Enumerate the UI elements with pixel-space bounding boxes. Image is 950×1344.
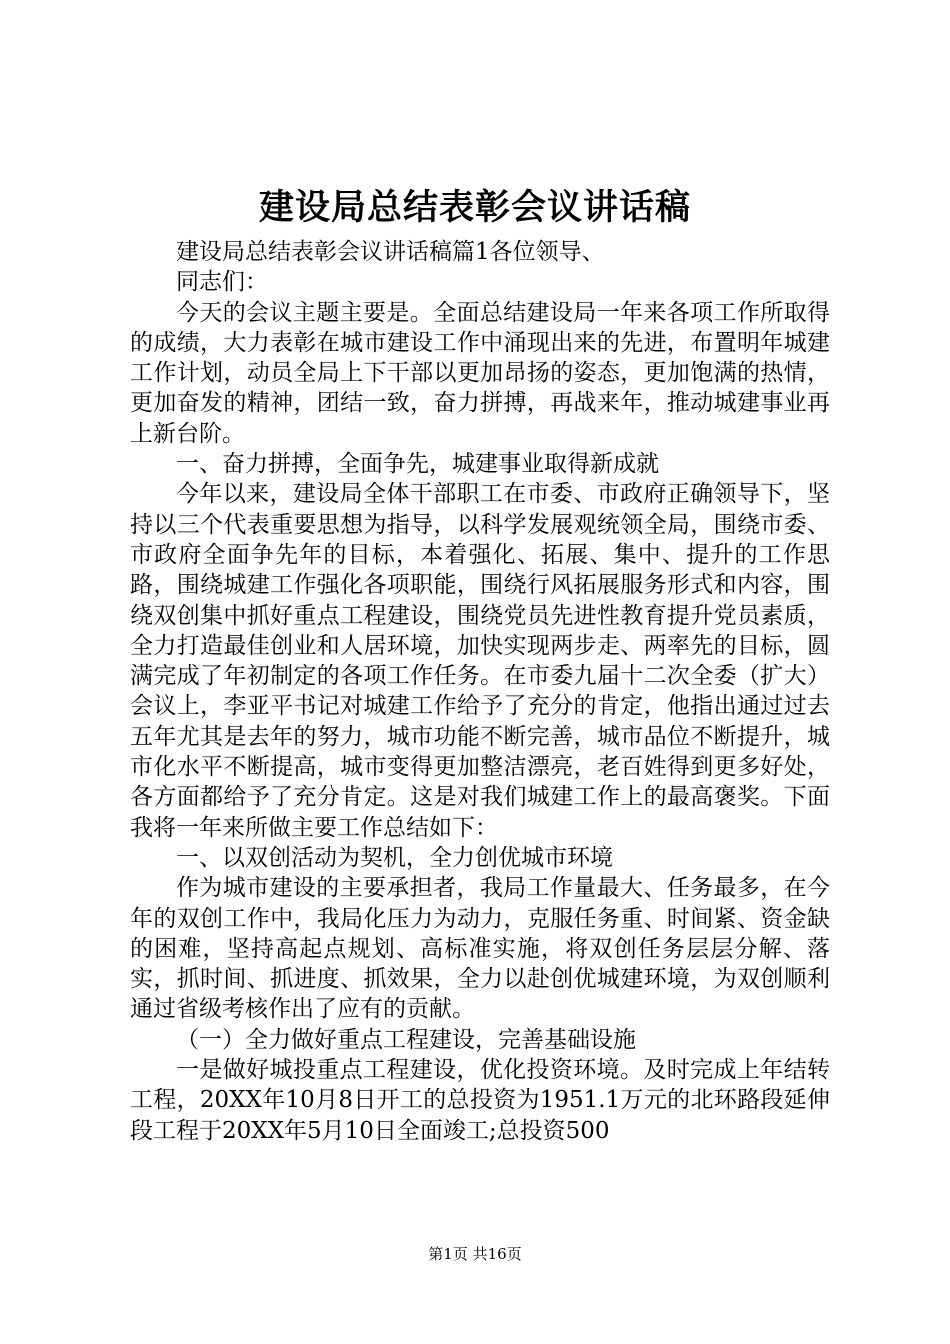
document-body (130, 237, 830, 1146)
section-heading: 一、奋力拼搏，全面争先，城建事业取得新成就 (176, 451, 659, 478)
paragraph-salutation: 同志们： (176, 269, 268, 296)
page-footer: 第1页 共16页 (428, 1245, 522, 1263)
paragraph: 作为城市建设的主要承担者，我局工作量最大、任务最多，在今年的双创工作中，我局化压力为动力，克服任务重、时间紧、资金缺的困难，坚持高起点规划、高标准实施，将双创任务层层分解、落实，抓时间、抓进度、抓效果，全力以赴创优城建环境，为双创顺利通过省级考核作出了应有的贡献。 (130, 875, 830, 1023)
paragraph: 一是做好城投重点工程建设，优化投资环境。及时完成上年结转工程，20XX年10月8日开工的总投资为1951.1万元的北环路段延伸段工程于20XX年5月10日全面竣工;总投资500 (130, 1057, 830, 1144)
section-heading: 一、以双创活动为契机，全力创优城市环境 (176, 844, 613, 871)
paragraph: 今天的会议主题主要是。全面总结建设局一年来各项工作所取得的成绩，大力表彰在城市建设工作中涌现出来的先进，布置明年城建工作计划，动员全局上下干部以更加昂扬的姿态，更加饱满的热情，更加奋发的精神，团结一致，奋力拼搏，再战来年，推动城建事业再上新台阶。 (130, 299, 830, 447)
paragraph-intro: 建设局总结表彰会议讲话稿篇1各位领导、 (176, 239, 605, 265)
subsection-heading: （一）全力做好重点工程建设，完善基础设施 (176, 1026, 636, 1053)
document-title: 建设局总结表彰会议讲话稿 (258, 187, 691, 228)
paragraph: 今年以来，建设局全体干部职工在市委、市政府正确领导下，坚持以三个代表重要思想为指导，以科学发展观统领全局，围绕市委、市政府全面争先年的目标，本着强化、拓展、集中、提升的工作思路，围绕城建工作强化各项职能，围绕行风拓展服务形式和内容，围绕双创集中抓好重点工程建设，围绕党员先进性教育提升党员素质，全力打造最佳创业和人居环境，加快实现两步走、两率先的目标，圆满完成了年初制定的各项工作任务。在市委九届十二次全委（扩大）会议上，李亚平书记对城建工作给予了充分的肯定，他指出通过过去五年尤其是去年的努力，城市功能不断完善，城市品位不断提升，城市化水平不断提高，城市变得更加整洁漂亮，老百姓得到更多好处，各方面都给予了充分肯定。这是对我们城建工作上的最高褒奖。下面我将一年来所做主要工作总结如下： (130, 481, 830, 841)
